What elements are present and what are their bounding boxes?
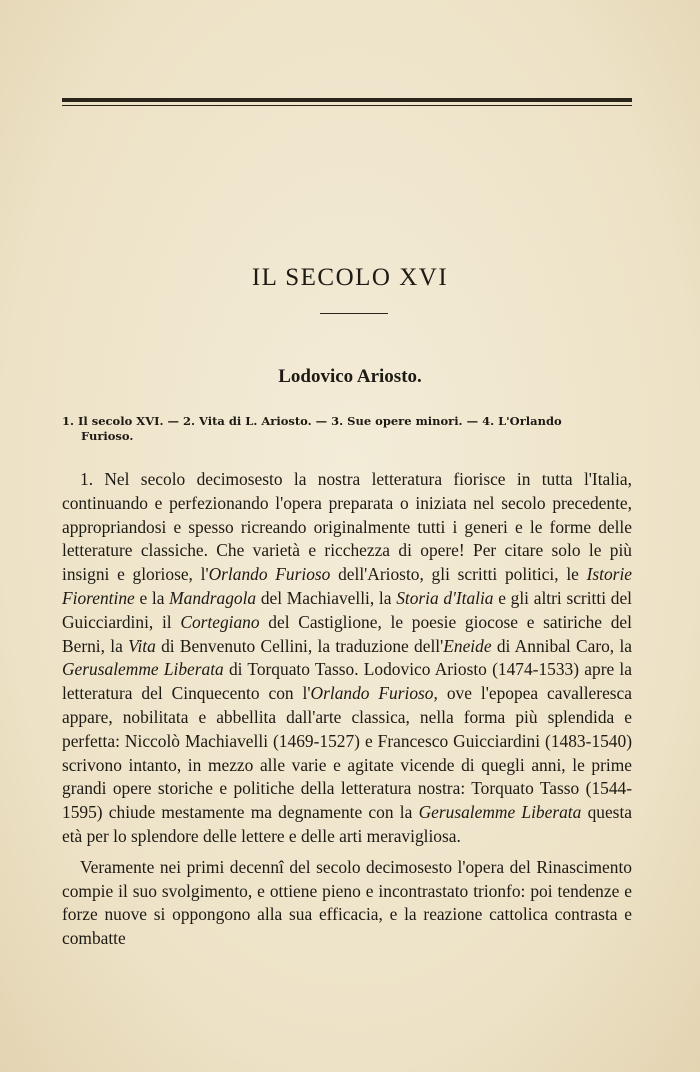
text-run: del Castiglione, le poesie giocose e satiriche del Berni, la xyxy=(62,611,632,656)
work-title: Eneide xyxy=(443,635,492,656)
work-title: Mandragola xyxy=(169,587,257,608)
header-rule-thin xyxy=(62,105,632,106)
title-divider xyxy=(320,313,388,314)
summary-line-2: Furioso. xyxy=(81,429,134,443)
text-run: e la xyxy=(134,587,170,608)
text-run: del Machiavelli, la xyxy=(256,587,397,608)
header-rule-thick xyxy=(62,98,632,102)
body-text xyxy=(62,468,632,951)
text-run: di Benvenuto Cellini, la traduzione dell' xyxy=(155,635,444,656)
text-run: e gli altri scritti del Guicciardini, il xyxy=(62,587,633,632)
work-title: Cortegiano xyxy=(180,611,260,632)
work-title: Gerusalemme Liberata xyxy=(62,659,224,680)
text-run: 1. Nel secolo decimosesto la nostra letteratura fiorisce in tutta l'Italia, continuando e perfezionando l'opera preparata o iniziata nel secolo precedente, appropriandosi e spesso ricreando originalmente tutti i generi e le forme delle letterature classiche. Che varietà e ricchezza di opere! Per citare solo le più insigni e gloriose, l' xyxy=(62,469,632,585)
summary-line-1: 1. Il secolo XVI. — 2. Vita di L. Ariosto. — 3. Sue opere minori. — 4. L'Orlando xyxy=(62,414,562,428)
paragraph-1 xyxy=(62,468,632,849)
chapter-title: IL SECOLO XVI xyxy=(251,264,449,291)
text-run: ove l'epopea cavalleresca appare, nobilitata e abbellita dall'arte classica, nella forma più splendida e perfetta: Niccolò Machiavelli (1469-1527) e Francesco Guicciardini (1483-1540) scrivono intanto, in mezzo alle varie e agitate vicende di quegli anni, le prime grandi opere storiche e politiche della letteratura nostra: Torquato Tasso (1544-1595) chiude mestamente ma degnamente con la xyxy=(62,683,632,823)
section-title: Lodovico Ariosto. xyxy=(278,366,422,387)
work-title: Istorie Fiorentine xyxy=(62,564,632,608)
chapter-summary xyxy=(62,414,632,444)
work-title: Gerusalemme Liberata xyxy=(418,802,582,823)
text-run: di Torquato Tasso. Lodovico Ariosto (1474-1533) apre la letteratura del Cinquecento con l' xyxy=(62,659,632,704)
work-title: Orlando Furioso, xyxy=(310,683,438,704)
work-title: Vita xyxy=(128,635,156,656)
work-title: Orlando Furioso xyxy=(208,564,331,585)
text-run: dell'Ariosto, gli scritti politici, le xyxy=(330,564,587,585)
text-run: di Annibal Caro, la xyxy=(491,635,632,656)
work-title: Storia d'Italia xyxy=(396,587,494,608)
text-run: questa età per lo splendore delle lettere e delle arti meravigliosa. xyxy=(62,802,632,846)
paragraph-2: Veramente nei primi decennî del secolo decimosesto l'opera del Rinascimento compie il suo svolgimento, e ottiene pieno e incontrastato trionfo: poi tendenze e forze nuove si oppongono alla sua efficacia, e la reazione cattolica contrasta e combatte xyxy=(62,856,632,949)
